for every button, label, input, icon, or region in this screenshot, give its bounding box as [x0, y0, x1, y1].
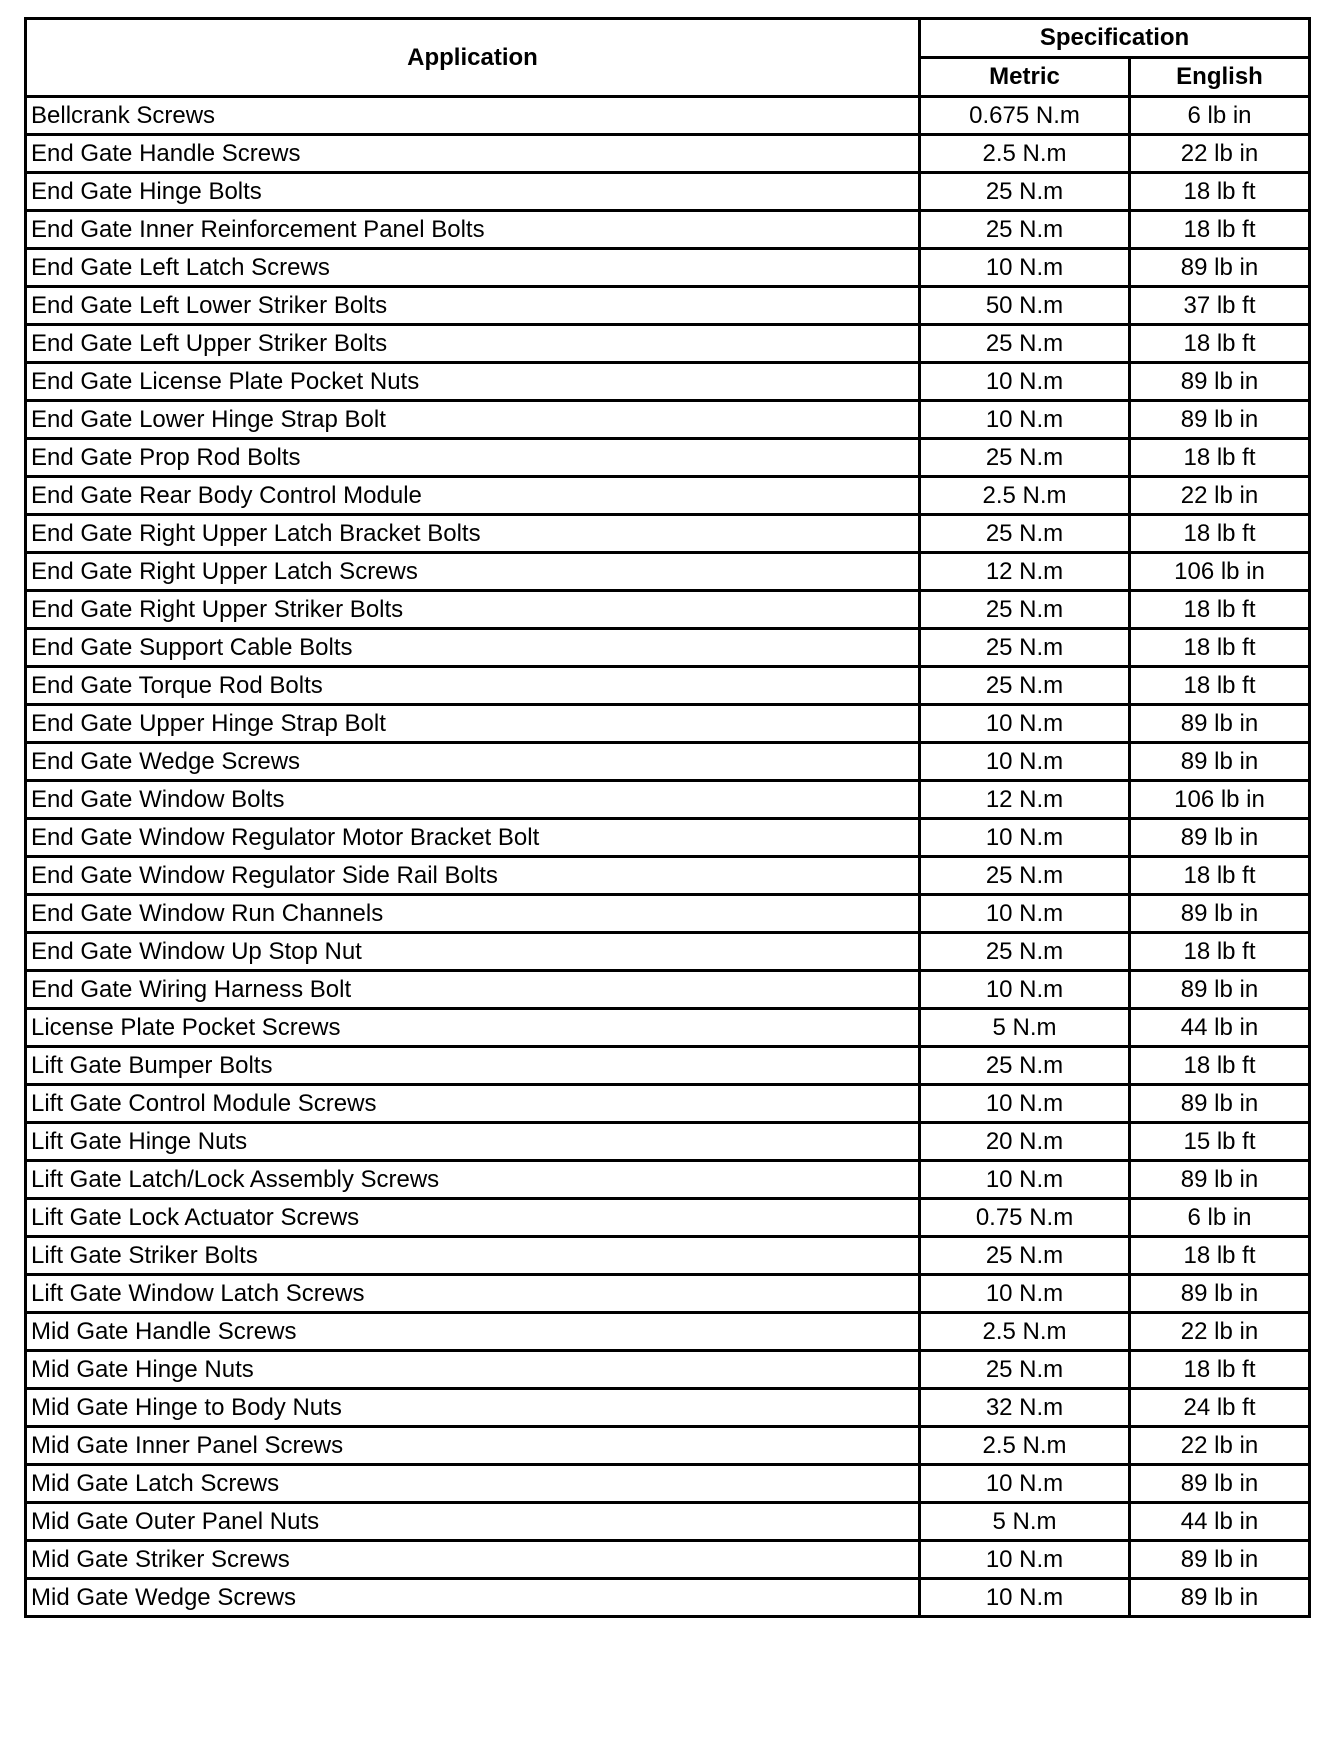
metric-cell: 10 N.m: [920, 705, 1130, 743]
english-cell: 37 lb ft: [1130, 287, 1310, 325]
table-row: [26, 439, 1310, 477]
english-cell: 18 lb ft: [1130, 439, 1310, 477]
table-row: [26, 553, 1310, 591]
english-cell: 18 lb ft: [1130, 515, 1310, 553]
metric-cell: 5 N.m: [920, 1009, 1130, 1047]
english-cell: 89 lb in: [1130, 1161, 1310, 1199]
table-row: [26, 781, 1310, 819]
metric-cell: 10 N.m: [920, 1579, 1130, 1617]
table-row: [26, 667, 1310, 705]
application-cell: End Gate Support Cable Bolts: [26, 629, 920, 667]
table-row: [26, 895, 1310, 933]
metric-cell: 10 N.m: [920, 1275, 1130, 1313]
english-cell: 22 lb in: [1130, 477, 1310, 515]
application-cell: Mid Gate Wedge Screws: [26, 1579, 920, 1617]
table-row: [26, 1541, 1310, 1579]
table-row: [26, 1085, 1310, 1123]
metric-cell: 10 N.m: [920, 1465, 1130, 1503]
english-cell: 18 lb ft: [1130, 1047, 1310, 1085]
english-cell: 89 lb in: [1130, 895, 1310, 933]
english-cell: 89 lb in: [1130, 1085, 1310, 1123]
english-cell: 106 lb in: [1130, 553, 1310, 591]
english-cell: 18 lb ft: [1130, 1237, 1310, 1275]
table-row: [26, 401, 1310, 439]
application-cell: End Gate Left Lower Striker Bolts: [26, 287, 920, 325]
english-cell: 15 lb ft: [1130, 1123, 1310, 1161]
english-cell: 89 lb in: [1130, 401, 1310, 439]
application-cell: End Gate Wiring Harness Bolt: [26, 971, 920, 1009]
torque-spec-table: [24, 17, 1311, 1618]
application-cell: End Gate Right Upper Latch Bracket Bolts: [26, 515, 920, 553]
metric-cell: 20 N.m: [920, 1123, 1130, 1161]
english-cell: 6 lb in: [1130, 97, 1310, 135]
application-cell: Lift Gate Hinge Nuts: [26, 1123, 920, 1161]
application-cell: End Gate Inner Reinforcement Panel Bolts: [26, 211, 920, 249]
application-cell: Lift Gate Latch/Lock Assembly Screws: [26, 1161, 920, 1199]
english-cell: 89 lb in: [1130, 819, 1310, 857]
table-row: [26, 1579, 1310, 1617]
table-row: [26, 135, 1310, 173]
english-cell: 89 lb in: [1130, 743, 1310, 781]
english-cell: 24 lb ft: [1130, 1389, 1310, 1427]
application-cell: Mid Gate Latch Screws: [26, 1465, 920, 1503]
metric-cell: 25 N.m: [920, 1351, 1130, 1389]
application-cell: End Gate Left Latch Screws: [26, 249, 920, 287]
metric-cell: 25 N.m: [920, 1237, 1130, 1275]
application-cell: Lift Gate Control Module Screws: [26, 1085, 920, 1123]
application-cell: End Gate Window Run Channels: [26, 895, 920, 933]
metric-cell: 2.5 N.m: [920, 477, 1130, 515]
metric-cell: 32 N.m: [920, 1389, 1130, 1427]
table-row: [26, 629, 1310, 667]
application-cell: Bellcrank Screws: [26, 97, 920, 135]
table-row: [26, 211, 1310, 249]
metric-cell: 2.5 N.m: [920, 1427, 1130, 1465]
metric-cell: 25 N.m: [920, 857, 1130, 895]
metric-cell: 10 N.m: [920, 971, 1130, 1009]
table-row: [26, 857, 1310, 895]
english-cell: 6 lb in: [1130, 1199, 1310, 1237]
english-cell: 18 lb ft: [1130, 667, 1310, 705]
table-row: [26, 515, 1310, 553]
table-row: [26, 1237, 1310, 1275]
table-row: [26, 1313, 1310, 1351]
application-cell: Mid Gate Outer Panel Nuts: [26, 1503, 920, 1541]
metric-cell: 25 N.m: [920, 591, 1130, 629]
table-row: [26, 1389, 1310, 1427]
metric-cell: 25 N.m: [920, 667, 1130, 705]
application-cell: Lift Gate Window Latch Screws: [26, 1275, 920, 1313]
english-cell: 89 lb in: [1130, 1541, 1310, 1579]
english-cell: 106 lb in: [1130, 781, 1310, 819]
metric-cell: 10 N.m: [920, 743, 1130, 781]
english-cell: 44 lb in: [1130, 1503, 1310, 1541]
english-cell: 89 lb in: [1130, 705, 1310, 743]
application-cell: End Gate Hinge Bolts: [26, 173, 920, 211]
table-row: [26, 173, 1310, 211]
application-cell: Lift Gate Bumper Bolts: [26, 1047, 920, 1085]
application-cell: Lift Gate Lock Actuator Screws: [26, 1199, 920, 1237]
metric-cell: 25 N.m: [920, 173, 1130, 211]
table-row: [26, 743, 1310, 781]
table-row: [26, 477, 1310, 515]
english-cell: 18 lb ft: [1130, 933, 1310, 971]
application-cell: End Gate Window Regulator Side Rail Bolts: [26, 857, 920, 895]
metric-cell: 0.75 N.m: [920, 1199, 1130, 1237]
table-row: [26, 933, 1310, 971]
table-row: [26, 705, 1310, 743]
application-cell: End Gate Right Upper Striker Bolts: [26, 591, 920, 629]
application-cell: Mid Gate Handle Screws: [26, 1313, 920, 1351]
table-row: [26, 249, 1310, 287]
application-cell: License Plate Pocket Screws: [26, 1009, 920, 1047]
table-row: [26, 1351, 1310, 1389]
metric-cell: 2.5 N.m: [920, 135, 1130, 173]
table-row: [26, 591, 1310, 629]
english-cell: 18 lb ft: [1130, 1351, 1310, 1389]
metric-cell: 25 N.m: [920, 629, 1130, 667]
application-cell: End Gate Wedge Screws: [26, 743, 920, 781]
table-row: [26, 971, 1310, 1009]
table-header: [26, 19, 1310, 97]
table-row: [26, 97, 1310, 135]
table-body: [26, 97, 1310, 1617]
english-cell: 18 lb ft: [1130, 591, 1310, 629]
table-row: [26, 819, 1310, 857]
table-row: [26, 1123, 1310, 1161]
application-cell: End Gate Window Bolts: [26, 781, 920, 819]
metric-cell: 10 N.m: [920, 895, 1130, 933]
table-row: [26, 1009, 1310, 1047]
table-row: [26, 287, 1310, 325]
application-cell: End Gate Handle Screws: [26, 135, 920, 173]
application-cell: Lift Gate Striker Bolts: [26, 1237, 920, 1275]
application-cell: Mid Gate Hinge Nuts: [26, 1351, 920, 1389]
metric-cell: 12 N.m: [920, 781, 1130, 819]
table-row: [26, 1427, 1310, 1465]
specification-header: Specification: [920, 19, 1310, 58]
metric-cell: 25 N.m: [920, 1047, 1130, 1085]
table-row: [26, 1503, 1310, 1541]
english-cell: 22 lb in: [1130, 1313, 1310, 1351]
english-cell: 89 lb in: [1130, 363, 1310, 401]
metric-cell: 10 N.m: [920, 249, 1130, 287]
english-cell: 22 lb in: [1130, 135, 1310, 173]
metric-cell: 25 N.m: [920, 439, 1130, 477]
english-header: English: [1130, 58, 1310, 97]
metric-cell: 0.675 N.m: [920, 97, 1130, 135]
english-cell: 18 lb ft: [1130, 211, 1310, 249]
table-row: [26, 1047, 1310, 1085]
metric-cell: 2.5 N.m: [920, 1313, 1130, 1351]
application-header: Application: [26, 19, 920, 97]
english-cell: 89 lb in: [1130, 971, 1310, 1009]
application-cell: End Gate Window Up Stop Nut: [26, 933, 920, 971]
metric-cell: 25 N.m: [920, 515, 1130, 553]
metric-cell: 10 N.m: [920, 1541, 1130, 1579]
table-row: [26, 325, 1310, 363]
english-cell: 18 lb ft: [1130, 629, 1310, 667]
application-cell: End Gate Right Upper Latch Screws: [26, 553, 920, 591]
metric-cell: 10 N.m: [920, 1161, 1130, 1199]
english-cell: 44 lb in: [1130, 1009, 1310, 1047]
table-row: [26, 1161, 1310, 1199]
application-cell: End Gate Rear Body Control Module: [26, 477, 920, 515]
application-cell: Mid Gate Striker Screws: [26, 1541, 920, 1579]
metric-cell: 10 N.m: [920, 819, 1130, 857]
table-row: [26, 1465, 1310, 1503]
table-row: [26, 1275, 1310, 1313]
application-cell: End Gate Upper Hinge Strap Bolt: [26, 705, 920, 743]
english-cell: 89 lb in: [1130, 1579, 1310, 1617]
metric-cell: 25 N.m: [920, 325, 1130, 363]
english-cell: 89 lb in: [1130, 249, 1310, 287]
english-cell: 18 lb ft: [1130, 325, 1310, 363]
application-cell: Mid Gate Inner Panel Screws: [26, 1427, 920, 1465]
metric-cell: 25 N.m: [920, 211, 1130, 249]
english-cell: 18 lb ft: [1130, 173, 1310, 211]
application-cell: End Gate License Plate Pocket Nuts: [26, 363, 920, 401]
application-cell: End Gate Torque Rod Bolts: [26, 667, 920, 705]
application-cell: End Gate Prop Rod Bolts: [26, 439, 920, 477]
metric-cell: 25 N.m: [920, 933, 1130, 971]
table-row: [26, 363, 1310, 401]
metric-cell: 10 N.m: [920, 401, 1130, 439]
application-cell: Mid Gate Hinge to Body Nuts: [26, 1389, 920, 1427]
table-row: [26, 1199, 1310, 1237]
english-cell: 22 lb in: [1130, 1427, 1310, 1465]
metric-cell: 12 N.m: [920, 553, 1130, 591]
metric-cell: 10 N.m: [920, 1085, 1130, 1123]
english-cell: 89 lb in: [1130, 1275, 1310, 1313]
metric-cell: 50 N.m: [920, 287, 1130, 325]
application-cell: End Gate Lower Hinge Strap Bolt: [26, 401, 920, 439]
application-cell: End Gate Window Regulator Motor Bracket Bolt: [26, 819, 920, 857]
metric-header: Metric: [920, 58, 1130, 97]
english-cell: 18 lb ft: [1130, 857, 1310, 895]
metric-cell: 5 N.m: [920, 1503, 1130, 1541]
application-cell: End Gate Left Upper Striker Bolts: [26, 325, 920, 363]
metric-cell: 10 N.m: [920, 363, 1130, 401]
english-cell: 89 lb in: [1130, 1465, 1310, 1503]
